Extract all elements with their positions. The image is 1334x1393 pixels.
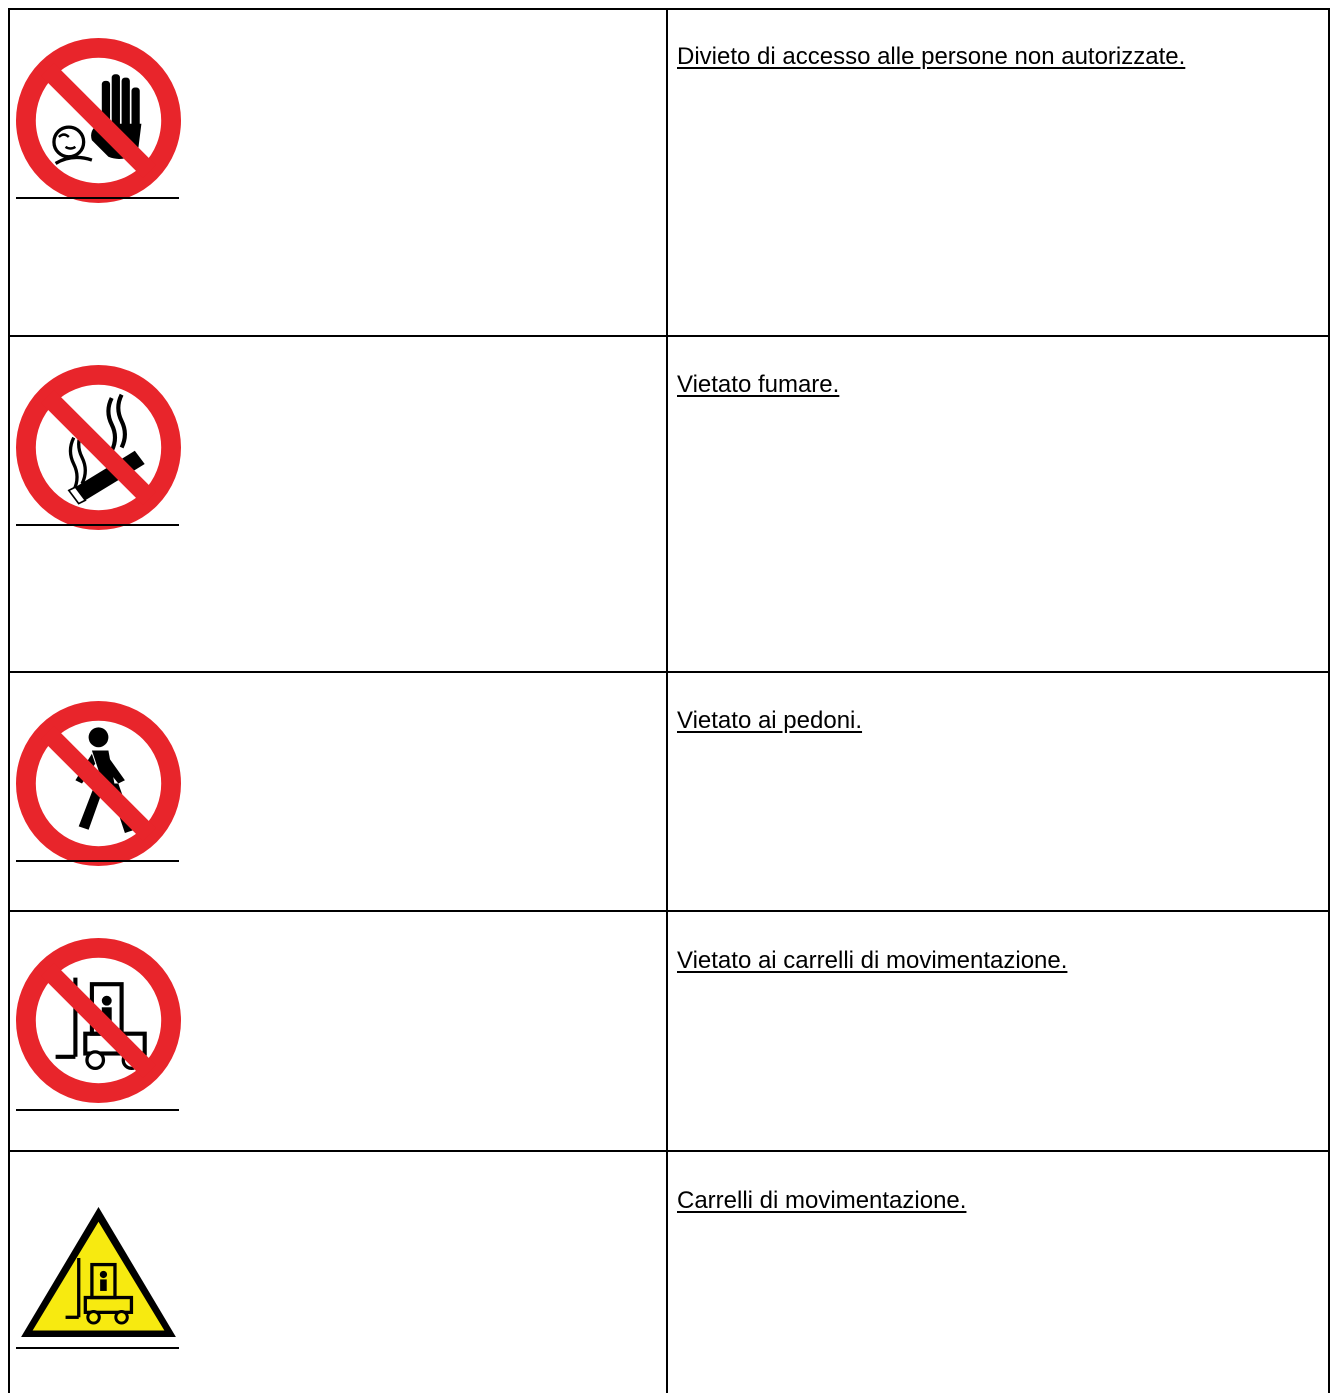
table-row — [8, 1150, 1330, 1393]
sign-description: Divieto di accesso alle persone non autorizzate. — [677, 43, 1186, 70]
no-pedestrians-icon — [16, 701, 181, 866]
sign-description: Vietato ai pedoni. — [677, 707, 863, 734]
image-anchor-underline — [16, 1347, 179, 1349]
image-anchor-underline — [16, 860, 179, 862]
image-anchor-underline — [16, 524, 179, 526]
image-anchor-underline — [16, 1109, 179, 1111]
no-smoking-icon — [16, 365, 181, 530]
no-unauthorized-access-icon — [16, 38, 181, 203]
sign-description: Vietato ai carrelli di movimentazione. — [677, 947, 1068, 974]
sign-description: Carrelli di movimentazione. — [677, 1187, 967, 1214]
table-row — [8, 671, 1330, 910]
no-forklifts-icon — [16, 938, 181, 1103]
signage-table — [8, 8, 1330, 1393]
table-row — [8, 335, 1330, 671]
image-anchor-underline — [16, 197, 179, 199]
forklift-warning-icon — [16, 1202, 181, 1342]
table-row — [8, 910, 1330, 1150]
sign-description: Vietato fumare. — [677, 371, 840, 398]
table-row — [8, 8, 1330, 335]
